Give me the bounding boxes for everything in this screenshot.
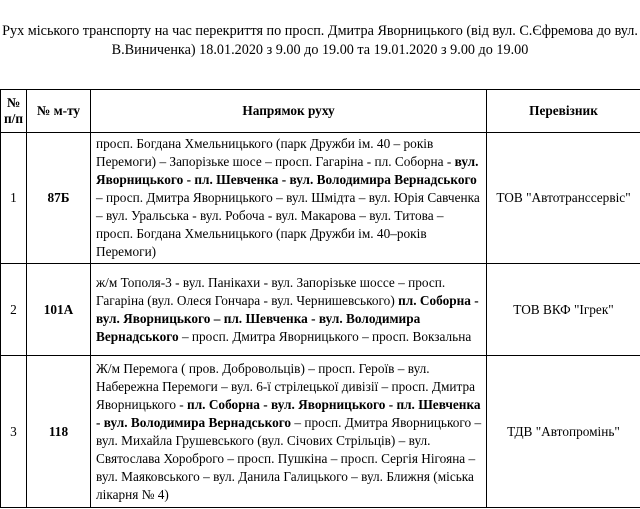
direction-text: – просп. Дмитра Яворницького – вул. Шмідта – вул. Юрія Савченка – вул. Уральська - вул. Робоча - вул. Макарова – вул. Титова – просп. Богдана Хмельницького (парк Дружби ім. 40–років Перемоги) <box>96 190 480 259</box>
header-num-line-2: п/п <box>3 111 24 126</box>
header-row <box>1 90 640 133</box>
title-line-1: Рух міського транспорту на час перекриття по просп. Дмитра Яворницького (від вул. С.Єфремова до вул. <box>2 23 638 39</box>
route-direction <box>91 133 487 264</box>
header-carrier: Перевізник <box>487 90 640 133</box>
direction-text: – просп. Дмитра Яворницького – просп. Вокзальна <box>178 328 472 344</box>
table-row <box>1 133 640 264</box>
document-title <box>0 22 640 60</box>
direction-closed-section: пл. Соборна - вул. Яворницького – пл. Шевченка - вул. Володимира Вернадського <box>96 292 479 344</box>
route-direction <box>91 356 487 508</box>
direction-closed-section: вул. Яворницького - пл. Шевченка - вул. Володимира Вернадського <box>96 154 479 187</box>
direction-text: – просп. Дмитра Яворницького – вул. Михайла Грушевського (вул. Січових Стрільців) – вул. Святослава Хороброго – просп. Пушкіна – просп. Сергія Нігояна – вул. Маяковського – вул. Данила Галицького – вул. Ближня (міська лікарня № 4) <box>96 414 482 502</box>
carrier-name: ТОВ ВКФ "Ігрек" <box>487 264 640 356</box>
direction-closed-section: пл. Соборна - вул. Яворницького - пл. Шевченка - вул. Володимира Вернадського <box>96 396 481 430</box>
carrier-name: ТОВ "Автотранссервіс" <box>487 133 640 264</box>
transport-table <box>0 89 640 508</box>
row-num: 3 <box>1 356 27 508</box>
route-number: 87Б <box>27 133 91 264</box>
title-line-2: В.Виниченка) 18.01.2020 з 9.00 до 19.00 та 19.01.2020 з 9.00 до 19.00 <box>111 42 529 58</box>
direction-text: просп. Богдана Хмельницького (парк Дружби ім. 40 – років Перемоги) – Запорізьке шосе – просп. Гагаріна - пл. Соборна - <box>96 136 455 169</box>
direction-text: Ж/м Перемога ( пров. Добровольців) – просп. Героїв – вул. Набережна Перемоги – вул. 6-ї стрілецької дивізії – просп. Дмитра Яворницького - <box>96 360 476 412</box>
header-route: № м-ту <box>27 90 91 133</box>
header-num <box>1 90 27 133</box>
route-number: 101А <box>27 264 91 356</box>
header-direction: Напрямок руху <box>91 90 487 133</box>
table-row <box>1 356 640 508</box>
table-row <box>1 264 640 356</box>
carrier-name: ТДВ "Автопромінь" <box>487 356 640 508</box>
direction-text: ж/м Тополя-3 - вул. Панікахи - вул. Запорізьке шоссе – просп. Гагаріна (вул. Олеся Гончара - вул. Чернишевського) <box>96 274 446 308</box>
header-num-line-1: № <box>6 95 21 110</box>
route-number: 118 <box>27 356 91 508</box>
route-direction <box>91 264 487 356</box>
row-num: 2 <box>1 264 27 356</box>
row-num: 1 <box>1 133 27 264</box>
